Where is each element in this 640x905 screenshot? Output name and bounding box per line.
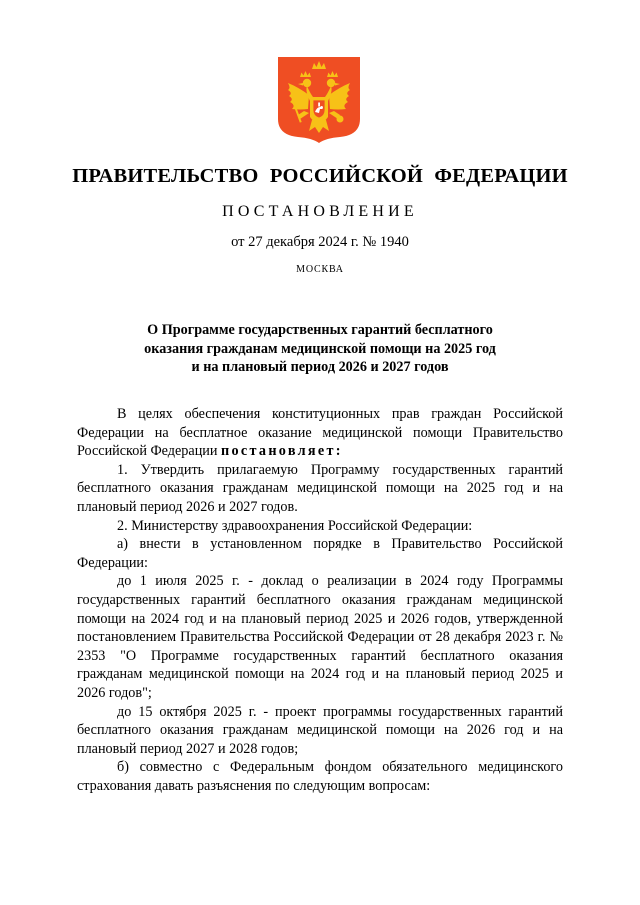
subject-line: оказания гражданам медицинской помощи на 2025 год [144,340,496,357]
preamble-text: В целях обеспечения конституционных прав граждан Российской Федерации на бесплатное оказание медицинской помощи Правительство Российской Федерации [77,406,563,460]
russian-coat-of-arms-icon [276,57,362,143]
paragraph-2a-item-2: до 15 октября 2025 г. - проект программы государственных гарантий бесплатного оказания гражданам медицинской помощи на 2026 год и на плановый период 2027 и 2028 годов; [77,703,563,757]
document-date-number: от 27 декабря 2024 г. № 1940 [231,234,409,250]
paragraph-2: 2. Министерству здравоохранения Российской Федерации: [117,517,473,534]
decree-word: постановляет: [221,443,343,460]
subject-line: и на плановый период 2026 и 2027 годов [191,359,449,376]
document-body [77,405,563,795]
paragraph-2a-item-1: до 1 июля 2025 г. - доклад о реализации в 2024 году Программы государственных гарантий бесплатного оказания гражданам медицинской помощи на 2024 год и на плановый период 2025 и 2026 годов, утвержденной постановлением Правительства Российской Федерации от 28 декабря 2023 г. № 2353 "О Программе государственных гарантий бесплатного оказания гражданам медицинской помощи на 2024 год и на плановый период 2025 и 2026 годов"; [77,573,563,701]
government-title: ПРАВИТЕЛЬСТВО РОССИЙСКОЙ ФЕДЕРАЦИИ [72,165,568,187]
paragraph-2b: б) совместно с Федеральным фондом обязательного медицинского страхования давать разъяснения по следующим вопросам: [77,759,563,794]
paragraph-1: 1. Утвердить прилагаемую Программу государственных гарантий бесплатного оказания гражданам медицинской помощи на 2025 год и на плановый период 2026 и 2027 годов. [77,461,563,515]
document-subject [0,321,640,377]
subject-line: О Программе государственных гарантий бесплатного [147,322,493,338]
document-city: МОСКВА [296,264,344,275]
document-type: ПОСТАНОВЛЕНИЕ [222,203,418,220]
preamble-paragraph [77,405,563,461]
paragraph-2a: а) внести в установленном порядке в Правительство Российской Федерации: [77,536,563,571]
